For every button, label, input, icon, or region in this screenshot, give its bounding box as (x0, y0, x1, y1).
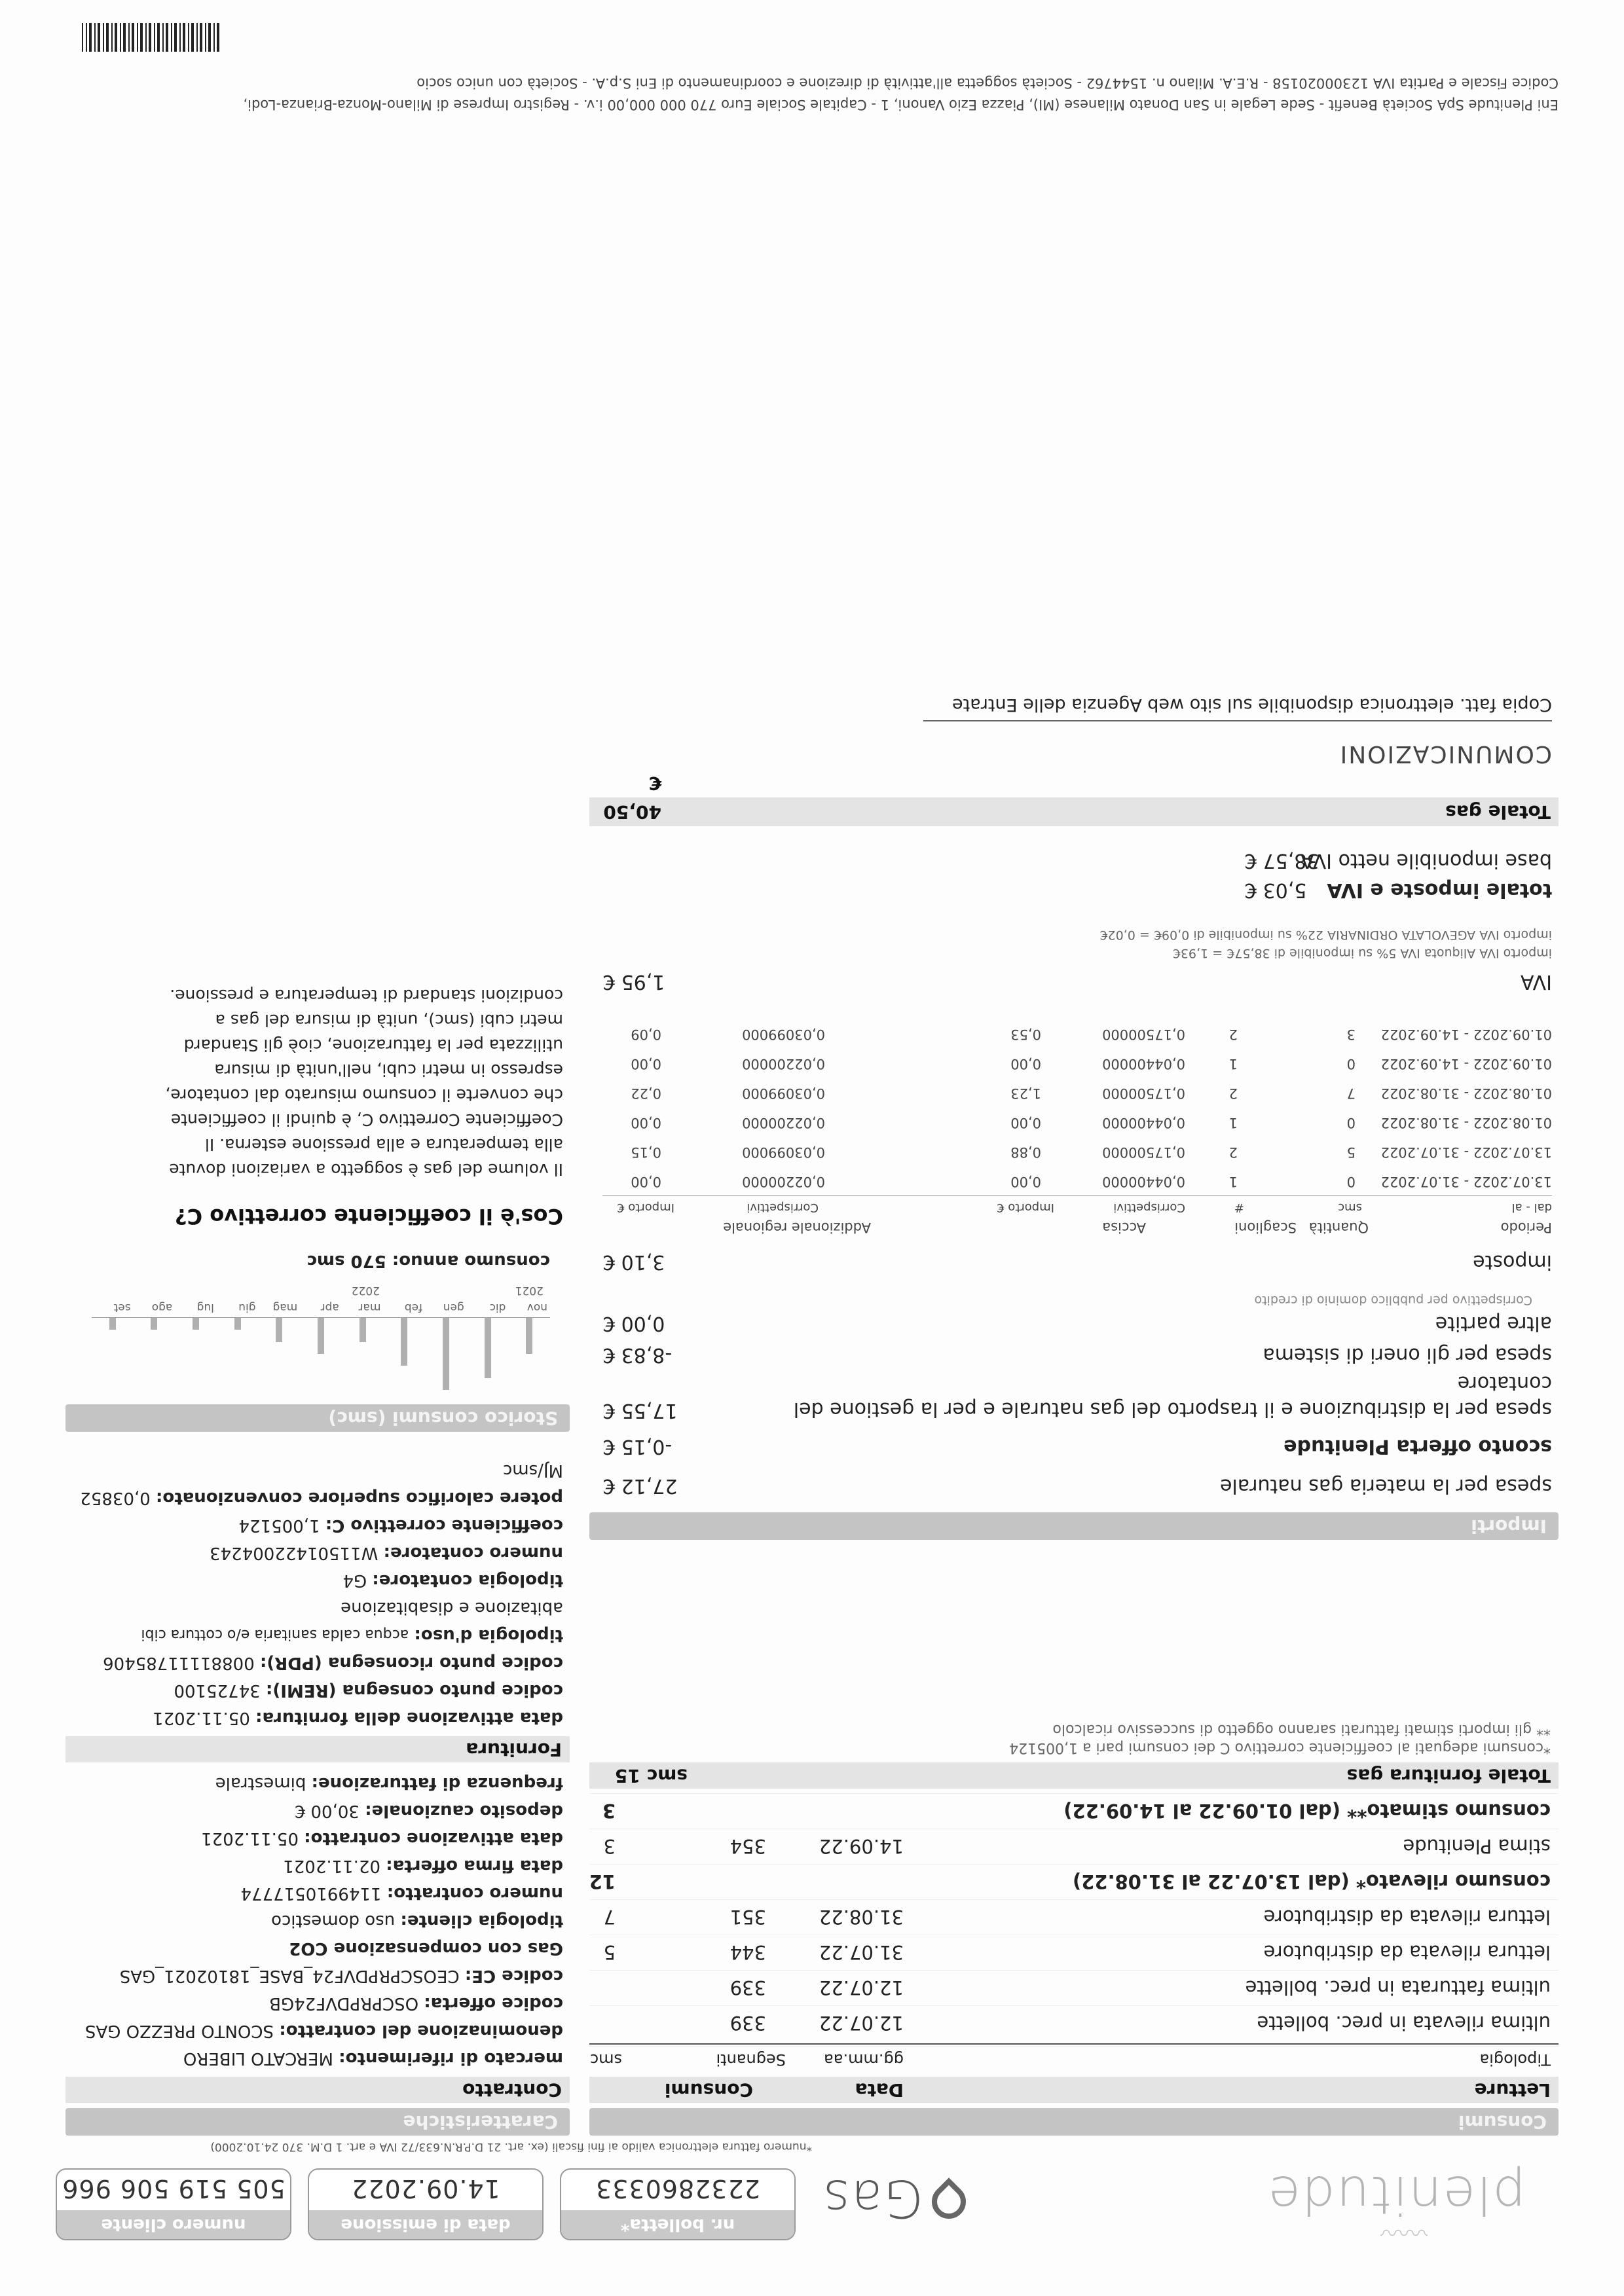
storico-bar (360, 1318, 366, 1342)
totale-fornitura-label: Totale fornitura gas (1346, 1765, 1551, 1787)
storico-bar (276, 1318, 282, 1342)
row-smc: 5 (603, 1941, 616, 1963)
iva-label: IVA (1521, 970, 1552, 993)
coefficiente-text-line: condizioni standard di temperatura e pressione. (170, 986, 563, 1005)
row-segnanti: 339 (729, 2012, 766, 2034)
month-label: ago (151, 1301, 173, 1314)
table-row (589, 1970, 1559, 2005)
row-label: ultima fatturata in prec. bollette (1245, 1977, 1551, 1999)
location-pin-icon (925, 2178, 973, 2226)
consumi-table-header (589, 2077, 1559, 2103)
month-label: feb (404, 1301, 423, 1314)
cell: 0,04400000 (1102, 1115, 1185, 1131)
importi-section-header: Importi (589, 1512, 1559, 1540)
row-segnanti: 351 (729, 1906, 766, 1928)
totale-gas-label: Totale gas (1445, 801, 1551, 823)
consumi-note-2: ** gli importi stimati fatturati saranno oggetto di successivo ricalcolo (1052, 1721, 1551, 1738)
row-segnanti: 344 (729, 1941, 766, 1963)
storico-bar (109, 1318, 116, 1330)
cell: 01.08.2022 - 31.08.2022 (1380, 1115, 1552, 1131)
supply-line: MJ/smc (502, 1461, 563, 1480)
caratteristiche-section-header: Caratteristiche (65, 2108, 570, 2136)
cell: 0,04400000 (1102, 1056, 1185, 1072)
table-row (589, 1793, 1559, 1829)
product-name: Gas (822, 2168, 923, 2227)
imposte-table-subheader (602, 1197, 1552, 1214)
month-label: gen (443, 1301, 464, 1314)
altre-partite-label: altre partite (1435, 1312, 1552, 1335)
altre-partite-value: 0,00 € (602, 1312, 665, 1335)
contract-line: tipologia cliente: uso domestico (271, 1911, 563, 1931)
coefficiente-text-line: utilizzata per la fatturazione, cioè gli Standard (183, 1036, 563, 1055)
cell: 5 (1346, 1144, 1356, 1160)
legal-line-2: Codice Fiscale e Partita IVA 12300020158 - R.E.A. Milano n. 1544762 - Società soggetta all'attività di direzione e coordinamento di Eni S.p.A. - Società con unico socio (416, 75, 1559, 91)
row-smc: 3 (602, 1800, 616, 1822)
legal-line-1: Eni Plenitude SpA Società Benefit - Sede Legale in San Donato Milanese (MI), Piazza Ezio Vanoni, 1 - Capitale Sociale Euro 770 000 000,00 i.v. - Registro Imprese di Milano-Monza-Brianza-Lodi, (243, 97, 1559, 113)
cell: 0,00 (631, 1174, 661, 1190)
brand-logo: plenitude (1266, 2164, 1526, 2225)
storico-bar (443, 1318, 449, 1390)
month-label: mag (272, 1301, 298, 1314)
cell: 0,03099000 (742, 1027, 825, 1042)
materia-gas-value: 27,12 € (602, 1474, 678, 1497)
oneri-value: -8,83 € (602, 1343, 673, 1366)
totale-fornitura-value: smc 15 (614, 1765, 688, 1787)
table-row (602, 1075, 1552, 1101)
cell: 0,17500000 (1102, 1027, 1185, 1042)
row-label: lettura rilevata da distributore (1263, 1906, 1551, 1928)
cell: 0,00 (631, 1115, 661, 1131)
cell: 0,00 (1010, 1115, 1041, 1131)
totale-imposte-label: totale imposte e IVA (1327, 879, 1552, 902)
totale-gas-row (589, 773, 1559, 826)
invoice-footnote: *numero fattura elettronica valido ai fini fiscali (ex. art. 21 D.P.R.N.633/72 IVA e art. 1 D.M. 370 24.10.2000) (210, 2140, 812, 2153)
cell: 0,88 (1010, 1144, 1041, 1160)
storico-months-axis (92, 1298, 550, 1314)
coefficiente-text-line: Coefficiente Correttivo C, è quindi il coefficiente (170, 1110, 563, 1129)
cell: 0,00 (1010, 1056, 1041, 1072)
month-label: mar (358, 1301, 381, 1314)
supply-line: codice punto riconsegna (PDR): 00881111785406 (103, 1653, 563, 1673)
coefficiente-text-line: metri cubi (smc), unità di misura del gas a (215, 1011, 563, 1030)
cell: 0,03099000 (742, 1144, 825, 1160)
table-row (589, 2005, 1559, 2041)
contract-line: frequenza di fatturazione: bimestrale (215, 1774, 563, 1793)
table-row (589, 1935, 1559, 1970)
iva-value: 1,95 € (602, 970, 665, 993)
row-label: stima Plenitude (1403, 1835, 1551, 1857)
iva-note-1: importo IVA Aliquota IVA 5% su imponibile di 38,57€ = 1,93€ (1172, 946, 1552, 960)
table-row (589, 1829, 1559, 1864)
storico-years-axis (92, 1281, 550, 1297)
cell: 0,02200000 (742, 1056, 825, 1072)
year-label: 2021 (515, 1284, 544, 1297)
row-label: ultima rilevata in prec. bollette (1257, 2012, 1551, 2034)
cell: 2 (1228, 1027, 1238, 1042)
coefficiente-text-line: che converte il consumo misurato dal contatore, (165, 1085, 563, 1104)
col-subheader: smc (1338, 1201, 1362, 1214)
contract-line: data attivazione contratto: 05.11.2021 (201, 1829, 563, 1848)
iva-note-2: importo IVA AGEVOLATA ORDINARIA 22% su imponibile di 0,09€ = 0,02€ (1099, 928, 1552, 942)
client-number-box (56, 2168, 291, 2240)
contratto-header: Contratto (65, 2077, 570, 2103)
imposte-value: 3,10 € (602, 1250, 665, 1273)
cell: 1 (1228, 1056, 1238, 1072)
imposte-table-divider (602, 1195, 1552, 1196)
row-smc: 12 (589, 1870, 616, 1893)
contract-line: codice CE: CEOSCPRPDVF24_BASE_18102021_GAS (119, 1966, 563, 1986)
contract-line: denominazione del contratto: SCONTO PREZZO GAS (84, 2021, 563, 2041)
base-imponibile-value: 38,57 € (1244, 849, 1320, 872)
consumi-note-1: *consumi adeguati al coefficiente correttivo C dei consumi pari a 1,005124 (1009, 1740, 1551, 1756)
cell: 2 (1228, 1085, 1238, 1101)
month-label: dic (489, 1301, 506, 1314)
invoice-number-value: 2232860333 (595, 2174, 760, 2203)
cell: 01.09.2022 - 14.09.2022 (1380, 1056, 1552, 1072)
storico-consumi-header: Storico consumi (smc) (65, 1404, 570, 1432)
storico-bar (193, 1318, 199, 1330)
month-label: set (113, 1301, 131, 1314)
issue-date-label: data di emissione (309, 2210, 542, 2239)
sconto-label: sconto offerta Plenitude (1283, 1435, 1552, 1458)
month-label: giu (238, 1301, 256, 1314)
materia-gas-label: spesa per la materia gas naturale (1220, 1474, 1552, 1497)
row-smc: 3 (603, 1835, 616, 1857)
supply-line: tipologia d'uso: acqua calda sanitaria e/o cottura cibi (141, 1626, 563, 1645)
letture-header: Letture (1474, 2079, 1551, 2101)
imposte-table-header (602, 1216, 1552, 1235)
col-header: Quantità (1308, 1220, 1369, 1235)
cell: 0 (1346, 1056, 1356, 1072)
date-format-subheader: gg.mm.aa (824, 2050, 904, 2069)
col-subheader: dal - al (1511, 1201, 1552, 1214)
cell: 1,23 (1010, 1085, 1041, 1101)
cell: 0,00 (1010, 1174, 1041, 1190)
table-row (602, 1016, 1552, 1042)
col-subheader: Importo € (997, 1201, 1054, 1214)
month-label: lug (196, 1301, 214, 1314)
cell: 0,09 (631, 1027, 661, 1042)
consumi-divider (589, 2043, 1559, 2045)
coefficiente-text-line: Il volume del gas è soggetto a variazioni dovute (169, 1160, 563, 1179)
base-imponibile-label: base imponibile netto IVA (1301, 849, 1552, 872)
altre-partite-note: Corrispettivo per pubblico dominio di credito (1254, 1293, 1532, 1307)
contract-line: Gas con compensazione CO2 (289, 1939, 563, 1958)
tipologia-subheader: Tipologia (1479, 2050, 1551, 2069)
col-header: Accisa (1102, 1220, 1146, 1235)
row-date: 12.07.22 (819, 2012, 904, 2034)
invoice-number-box (560, 2168, 796, 2240)
segnanti-subheader: Segnanti (716, 2050, 786, 2069)
cell: 01.08.2022 - 31.08.2022 (1380, 1085, 1552, 1101)
cell: 0,00 (631, 1056, 661, 1072)
cell: 7 (1346, 1085, 1356, 1101)
row-date: 31.08.22 (819, 1906, 904, 1928)
consumo-annuo: consumo annuo: 570 smc (306, 1251, 550, 1271)
col-header: Periodo (1500, 1220, 1552, 1235)
table-row (602, 1163, 1552, 1190)
row-smc: 7 (603, 1906, 616, 1928)
cell: 0,15 (631, 1144, 661, 1160)
contract-line: numero contratto: 1149910517774 (240, 1884, 563, 1903)
row-label: lettura rilevata da distributore (1263, 1941, 1551, 1963)
totale-gas-value: 40,50 € (603, 773, 661, 823)
month-label: apr (320, 1301, 339, 1314)
smc-subheader: smc (589, 2050, 622, 2069)
cell: 1 (1228, 1115, 1238, 1131)
consumi-header: Consumi (664, 2079, 753, 2101)
storico-bar (526, 1318, 532, 1354)
table-row (602, 1046, 1552, 1072)
cell: 0,53 (1010, 1027, 1041, 1042)
supply-line: abitazione e disabitazione (341, 1598, 563, 1618)
oneri-label: spesa per gli oneri di sistema (1263, 1343, 1552, 1366)
row-label: consumo rilevato* (dal 13.07.22 al 31.08.22) (1072, 1870, 1551, 1893)
client-number-label: numero cliente (57, 2210, 290, 2239)
storico-consumi-chart (92, 1317, 550, 1396)
table-row (602, 1134, 1552, 1160)
storico-bar (234, 1318, 241, 1330)
table-row (589, 1864, 1559, 1899)
cell: 0,04400000 (1102, 1174, 1185, 1190)
consumi-section-header: Consumi (589, 2108, 1559, 2136)
contract-line: data firma offerta: 02.11.2021 (283, 1856, 563, 1876)
issue-date-value: 14.09.2022 (351, 2174, 500, 2203)
row-segnanti: 354 (729, 1835, 766, 1857)
table-row (589, 1899, 1559, 1935)
cell: 0,17500000 (1102, 1085, 1185, 1101)
storico-bar (318, 1318, 324, 1354)
cell: 0,02200000 (742, 1115, 825, 1131)
cell: 01.09.2022 - 14.09.2022 (1380, 1027, 1552, 1042)
distribuzione-label: spesa per la distribuzione e il trasporto del gas naturale e per la gestione del contatore (793, 1372, 1552, 1421)
col-header: Scaglioni (1234, 1220, 1297, 1235)
issue-date-box (308, 2168, 544, 2240)
row-date: 14.09.22 (819, 1835, 904, 1857)
cell: 1 (1228, 1174, 1238, 1190)
contract-line: deposito cauzionale: 30,00 € (294, 1801, 563, 1821)
invoice-number-label: nr. bolletta* (561, 2210, 794, 2239)
cell: 0,22 (631, 1085, 661, 1101)
coefficiente-text-line: alla temperatura e alla pressione esterna. Il (204, 1135, 563, 1154)
comunicazioni-text: Copia fatt. elettronica disponibile sul sito web Agenzia delle Entrate (952, 695, 1552, 715)
plenitude-logo-mark-icon: 〰〰 (1380, 2218, 1428, 2245)
cell: 0,02200000 (742, 1174, 825, 1190)
distribuzione-value: 17,55 € (602, 1399, 678, 1422)
supply-line: coefficiente correttivo C: 1,005124 (238, 1516, 563, 1535)
imposte-label: imposte (1473, 1250, 1552, 1273)
supply-line: tipologia contatore: G4 (342, 1571, 563, 1590)
supply-line: data attivazione della fornitura: 05.11.2021 (152, 1708, 563, 1728)
sconto-value: -0,15 € (602, 1435, 673, 1458)
cell: 3 (1346, 1027, 1356, 1042)
client-number-value: 505 519 506 966 (62, 2174, 286, 2203)
contract-line: codice offerta: OSCPRPDVF24GB (269, 1994, 563, 2013)
month-label: nov (526, 1301, 547, 1314)
row-date: 31.07.22 (819, 1941, 904, 1963)
cell: 0 (1346, 1115, 1356, 1131)
row-date: 12.07.22 (819, 1977, 904, 1999)
comunicazioni-title: COMUNICAZIONI (1338, 740, 1552, 767)
storico-bar (401, 1318, 407, 1366)
col-subheader: # (1234, 1201, 1244, 1214)
cell: 0,17500000 (1102, 1144, 1185, 1160)
cell: 13.07.2022 - 31.07.2022 (1380, 1144, 1552, 1160)
supply-line: numero contatore: W11501422004243 (210, 1543, 563, 1563)
totale-imposte-value: 5,03 € (1244, 879, 1307, 902)
supply-line: potere calorifico superiore convenzionato: 0,03852 (80, 1488, 563, 1508)
totale-fornitura-row (589, 1762, 1559, 1789)
row-label: consumo stimato** (dal 01.09.22 al 14.09.22) (1063, 1800, 1551, 1822)
col-subheader: Corrispettivi (1113, 1201, 1185, 1214)
cell: 2 (1228, 1144, 1238, 1160)
supply-line: codice punto consegna (REMI): 34725100 (174, 1681, 563, 1700)
fornitura-header: Fornitura (65, 1736, 570, 1762)
comunicazioni-divider (923, 720, 1552, 721)
col-header: Addizionale regionale (723, 1220, 871, 1235)
table-row (602, 1104, 1552, 1131)
storico-bar (485, 1318, 491, 1378)
storico-bar (151, 1318, 157, 1330)
col-subheader: Corrispettivi (747, 1201, 819, 1214)
contract-line: mercato di riferimento: MERCATO LIBERO (183, 2049, 563, 2068)
coefficiente-title: Cos'è il coefficiente correttivo C? (175, 1204, 563, 1229)
data-header: Data (855, 2079, 904, 2101)
row-segnanti: 339 (729, 1977, 766, 1999)
barcode-icon (82, 23, 219, 52)
cell: 0,03099000 (742, 1085, 825, 1101)
cell: 13.07.2022 - 31.07.2022 (1380, 1174, 1552, 1190)
consumi-subheader-row (589, 2046, 1559, 2073)
col-subheader: Importo € (617, 1201, 674, 1214)
cell: 0 (1346, 1174, 1356, 1190)
coefficiente-text-line: espresso in metri cubi, nell'unità di misura (214, 1061, 563, 1080)
year-label: 2022 (351, 1284, 380, 1297)
